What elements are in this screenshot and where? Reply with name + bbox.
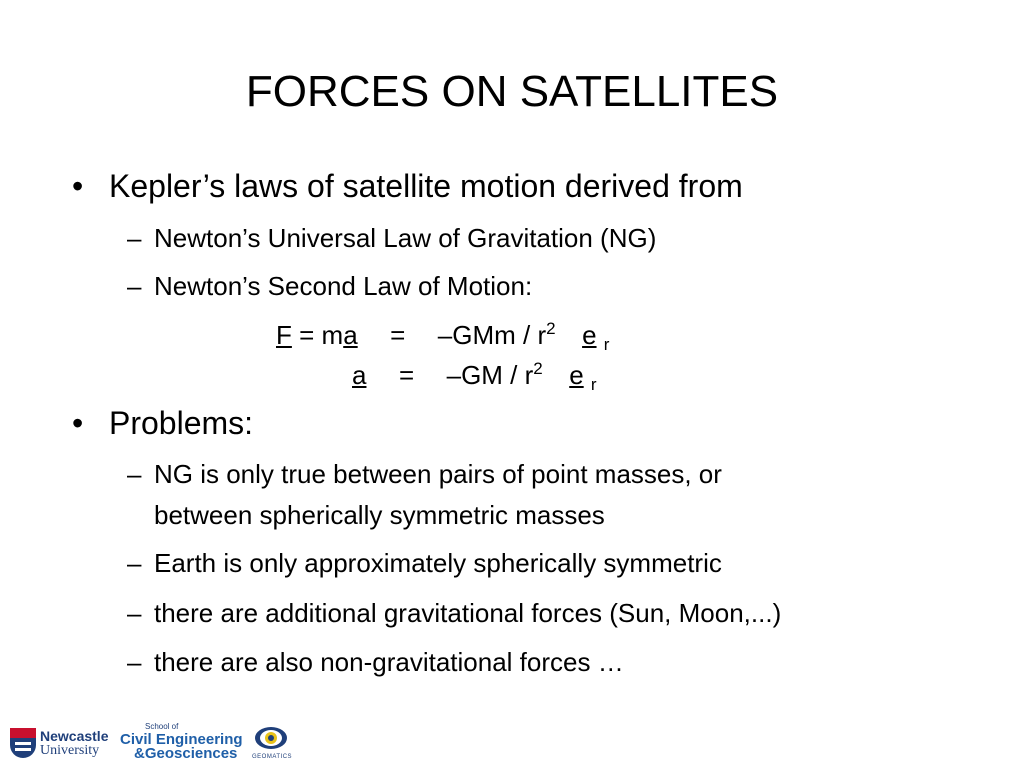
dash-marker: – xyxy=(127,459,142,489)
dash-marker: – xyxy=(127,598,142,628)
eq-power: 2 xyxy=(546,319,556,338)
school-of-text: School of xyxy=(145,722,179,731)
eq-unit-vector-e: e xyxy=(569,360,584,390)
equation-acceleration xyxy=(352,353,597,401)
eq-vector-f: F xyxy=(276,320,292,350)
newcastle-shield-icon xyxy=(10,728,36,758)
dash-marker: – xyxy=(127,548,142,578)
eq-equals: = xyxy=(398,360,415,390)
sub-bullet-point-masses: NG is only true between pairs of point masses, or xyxy=(154,459,722,489)
bullet-problems: Problems: xyxy=(109,405,254,441)
geomatics-logo-text: GEOMATICS xyxy=(252,754,293,760)
bullet-dot: • xyxy=(72,405,84,441)
eq-power: 2 xyxy=(533,359,543,378)
dash-marker: – xyxy=(127,647,142,677)
slide-title: FORCES ON SATELLITES xyxy=(245,67,779,116)
newcastle-logo-text: Newcastle xyxy=(40,728,109,744)
sub-bullet-ng: Newton’s Universal Law of Gravitation (NG) xyxy=(154,223,657,253)
eq-unit-vector-e: e xyxy=(582,320,597,350)
sub-bullet-additional-forces: there are additional gravitational forces (Sun, Moon,...) xyxy=(154,598,782,628)
university-logo-text: University xyxy=(40,743,100,758)
sub-bullet-second-law: Newton’s Second Law of Motion: xyxy=(154,271,533,301)
eq-rhs: GMm / r xyxy=(452,320,547,350)
eq-minus: – xyxy=(446,360,462,390)
eq-rhs: GM / r xyxy=(461,360,534,390)
sub-bullet-non-grav: there are also non-gravitational forces … xyxy=(154,647,624,677)
eq-minus: – xyxy=(437,320,453,350)
eq-vector-a: a xyxy=(352,360,367,390)
bullet-dot: • xyxy=(72,168,84,204)
bullet-kepler: Kepler’s laws of satellite motion derived from xyxy=(109,168,743,204)
eq-subscript-r: r xyxy=(603,335,610,354)
geomatics-logo-icon xyxy=(254,726,288,750)
eq-subscript-r: r xyxy=(590,375,597,394)
eq-equals-m: = m xyxy=(299,320,344,350)
eq-equals: = xyxy=(390,320,406,350)
sub-bullet-point-masses-cont: between spherically symmetric masses xyxy=(154,500,605,530)
civil-engineering-logo-text: Civil Engineering xyxy=(120,731,243,748)
footer-logos xyxy=(8,722,308,764)
eq-vector-a: a xyxy=(343,320,358,350)
dash-marker: – xyxy=(127,271,142,301)
sub-bullet-earth: Earth is only approximately spherically symmetric xyxy=(154,548,722,578)
dash-marker: – xyxy=(127,223,142,253)
geosciences-logo-text: &Geosciences xyxy=(134,745,238,762)
